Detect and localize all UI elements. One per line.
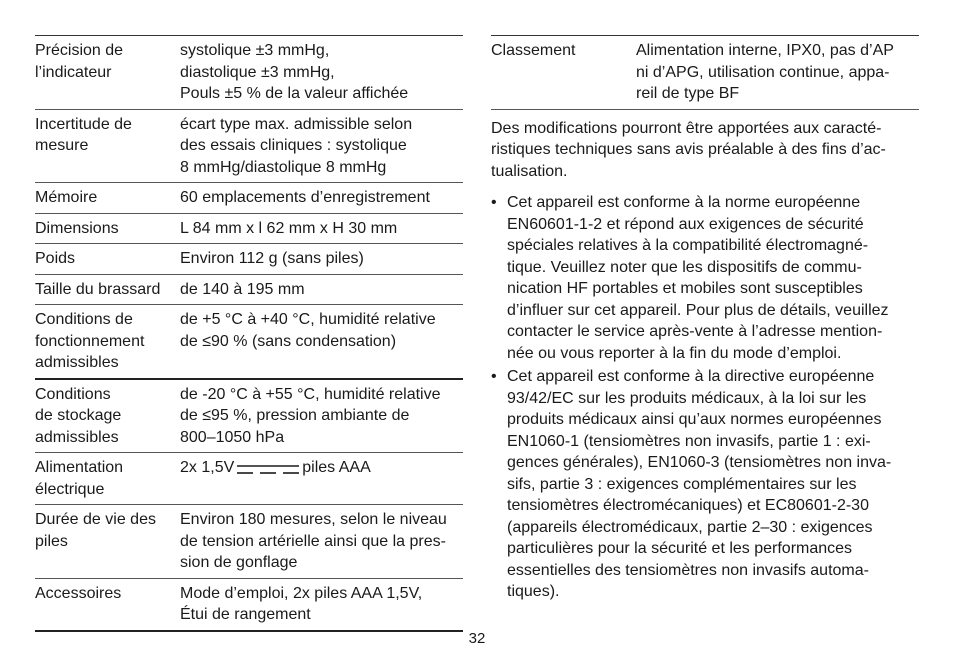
- list-item-line: EN60601-1-2 et répond aux exigences de sécurité: [507, 215, 864, 233]
- list-item: [491, 366, 919, 603]
- list-item-line: d’influer sur cet appareil. Pour plus de détails, veuillez: [507, 301, 889, 319]
- spec-value-line: diastolique ±3 mmHg,: [180, 63, 335, 81]
- list-item-line: particulières pour la sécurité et les performances: [507, 540, 853, 557]
- list-item-line: Cet appareil est conforme à la norme européenne: [507, 194, 861, 211]
- spec-label-line: Conditions de: [35, 311, 133, 328]
- spec-value-line: 8 mmHg/diastolique 8 mmHg: [180, 158, 387, 176]
- spec-label: [35, 244, 180, 275]
- list-item-line: (appareils électromédicaux, partie 2–30 : exigences: [507, 518, 873, 536]
- spec-label-line: l’indicateur: [35, 63, 112, 81]
- spec-value: [180, 109, 463, 183]
- bullet-icon: •: [491, 368, 497, 385]
- spec-value-line: des essais cliniques : systolique: [180, 137, 407, 154]
- spec-label-line: Incertitude de: [35, 115, 132, 133]
- spec-value-line: sion de gonflage: [180, 554, 298, 571]
- conformity-list: [491, 192, 919, 603]
- list-item-text: [507, 366, 919, 603]
- spec-label-line: fonctionnement: [35, 332, 145, 350]
- table-row: [35, 305, 463, 379]
- table-row: [35, 109, 463, 183]
- spec-label-line: Précision de: [35, 42, 124, 59]
- spec-label-line: mesure: [35, 137, 89, 154]
- spec-label: [35, 505, 180, 579]
- direct-current-icon: [237, 460, 299, 472]
- table-row: [35, 244, 463, 275]
- power-value-prefix: 2x 1,5V: [180, 459, 235, 476]
- spec-value: [180, 453, 463, 505]
- table-row: [35, 453, 463, 505]
- spec-label-line: admissibles: [35, 354, 119, 371]
- spec-value-line: reil de type BF: [636, 85, 740, 102]
- spec-label-line: Accessoires: [35, 584, 122, 602]
- spec-value-line: L 84 mm x l 62 mm x H 30 mm: [180, 219, 398, 237]
- spec-label-line: Classement: [491, 42, 576, 59]
- spec-value: [180, 305, 463, 379]
- spec-label-line: admissibles: [35, 428, 119, 446]
- spec-label-line: électrique: [35, 480, 105, 498]
- modification-notice: [491, 118, 919, 183]
- spec-value-line: écart type max. admissible selon: [180, 115, 413, 133]
- spec-value-line: 800–1050 hPa: [180, 428, 285, 446]
- list-item-line: spéciales relatives à la compatibilité électromagné-: [507, 237, 869, 254]
- spec-label: [35, 274, 180, 305]
- bullet-icon: •: [491, 194, 497, 211]
- spec-value-line: Pouls ±5 % de la valeur affichée: [180, 85, 409, 102]
- spec-value-line: Environ 180 mesures, selon le niveau: [180, 511, 447, 528]
- spec-value-line: Étui de rangement: [180, 606, 311, 623]
- table-row: [35, 274, 463, 305]
- table-row: [35, 36, 463, 110]
- spec-label-line: Poids: [35, 250, 76, 267]
- spec-value: [180, 578, 463, 631]
- spec-value: [180, 379, 463, 453]
- list-item-line: sifs, partie 3 : exigences complémentaires sur les: [507, 475, 857, 493]
- spec-label: [35, 36, 180, 110]
- spec-value-line: de ≤90 % (sans condensation): [180, 332, 397, 350]
- spec-value: [180, 36, 463, 110]
- spec-value-line: 60 emplacements d’enregistrement: [180, 189, 430, 206]
- spec-value-line: systolique ±3 mmHg,: [180, 42, 330, 59]
- spec-value-line: de +5 °C à +40 °C, humidité relative: [180, 311, 436, 328]
- spec-label: [35, 183, 180, 214]
- spec-value-line: Mode d’emploi, 2x piles AAA 1,5V,: [180, 584, 423, 602]
- spec-value: [180, 213, 463, 244]
- table-row: [35, 578, 463, 631]
- spec-label: [491, 36, 636, 110]
- list-item-line: 93/42/EC sur les produits médicaux, à la loi sur les: [507, 389, 867, 407]
- table-row: [35, 183, 463, 214]
- right-column: [491, 35, 919, 603]
- spec-label: [35, 578, 180, 631]
- spec-label: [35, 305, 180, 379]
- notice-line: Des modifications pourront être apportées aux caracté-: [491, 119, 882, 137]
- table-row: [35, 379, 463, 453]
- spec-label-line: Conditions: [35, 385, 111, 403]
- classification-table: [491, 35, 919, 110]
- spec-value: [636, 36, 919, 110]
- spec-value: [180, 274, 463, 305]
- page-number: 32: [468, 630, 486, 647]
- list-item-line: nication HF portables et mobiles sont susceptibles: [507, 280, 863, 297]
- spec-value: [180, 505, 463, 579]
- spec-label-line: piles: [35, 532, 68, 550]
- spec-label-line: Mémoire: [35, 189, 98, 206]
- list-item-line: produits médicaux ainsi qu’aux normes européennes: [507, 411, 882, 428]
- spec-label-line: Taille du brassard: [35, 280, 161, 298]
- spec-value-line: de -20 °C à +55 °C, humidité relative: [180, 385, 441, 403]
- specifications-table: [35, 35, 463, 632]
- spec-value-line: Environ 112 g (sans piles): [180, 250, 364, 267]
- notice-line: tualisation.: [491, 162, 568, 180]
- spec-value: [180, 244, 463, 275]
- spec-value-line: Alimentation interne, IPX0, pas d’AP: [636, 42, 894, 59]
- spec-label: [35, 453, 180, 505]
- list-item-line: EN1060-1 (tensiomètres non invasifs, partie 1 : exi-: [507, 432, 871, 450]
- spec-value-line: de ≤95 %, pression ambiante de: [180, 407, 410, 424]
- power-value-suffix: piles AAA: [302, 459, 371, 476]
- spec-label: [35, 109, 180, 183]
- list-item-line: née ou vous reporter à la fin du mode d’emploi.: [507, 344, 842, 362]
- spec-value-line: de tension artérielle ainsi que la pres-: [180, 532, 446, 550]
- list-item: [491, 192, 919, 364]
- list-item-text: [507, 192, 919, 364]
- table-row: [491, 36, 919, 110]
- spec-label-line: Alimentation: [35, 459, 124, 476]
- spec-value: [180, 183, 463, 214]
- list-item-line: tiques).: [507, 583, 560, 600]
- spec-label-line: Dimensions: [35, 219, 119, 237]
- spec-label-line: Durée de vie des: [35, 511, 156, 528]
- list-item-line: contacter le service après-vente à l’adresse mention-: [507, 323, 883, 340]
- notice-line: ristiques techniques sans avis préalable à des fins d’ac-: [491, 141, 886, 158]
- spec-label-line: de stockage: [35, 407, 122, 424]
- spec-value-line: ni d’APG, utilisation continue, appa-: [636, 63, 890, 81]
- table-row: [35, 213, 463, 244]
- table-row: [35, 505, 463, 579]
- list-item-line: tique. Veuillez noter que les dispositifs de commu-: [507, 258, 862, 276]
- list-item-line: essentielles des tensiomètres non invasifs automa-: [507, 561, 869, 579]
- list-item-line: tensiomètres électromécaniques) et EC80601-2-30: [507, 497, 869, 514]
- spec-label: [35, 379, 180, 453]
- list-item-line: Cet appareil est conforme à la directive européenne: [507, 368, 875, 385]
- spec-value-line: de 140 à 195 mm: [180, 280, 305, 298]
- list-item-line: gences générales), EN1060-3 (tensiomètres non inva-: [507, 454, 892, 471]
- left-column: [35, 35, 463, 632]
- spec-label: [35, 213, 180, 244]
